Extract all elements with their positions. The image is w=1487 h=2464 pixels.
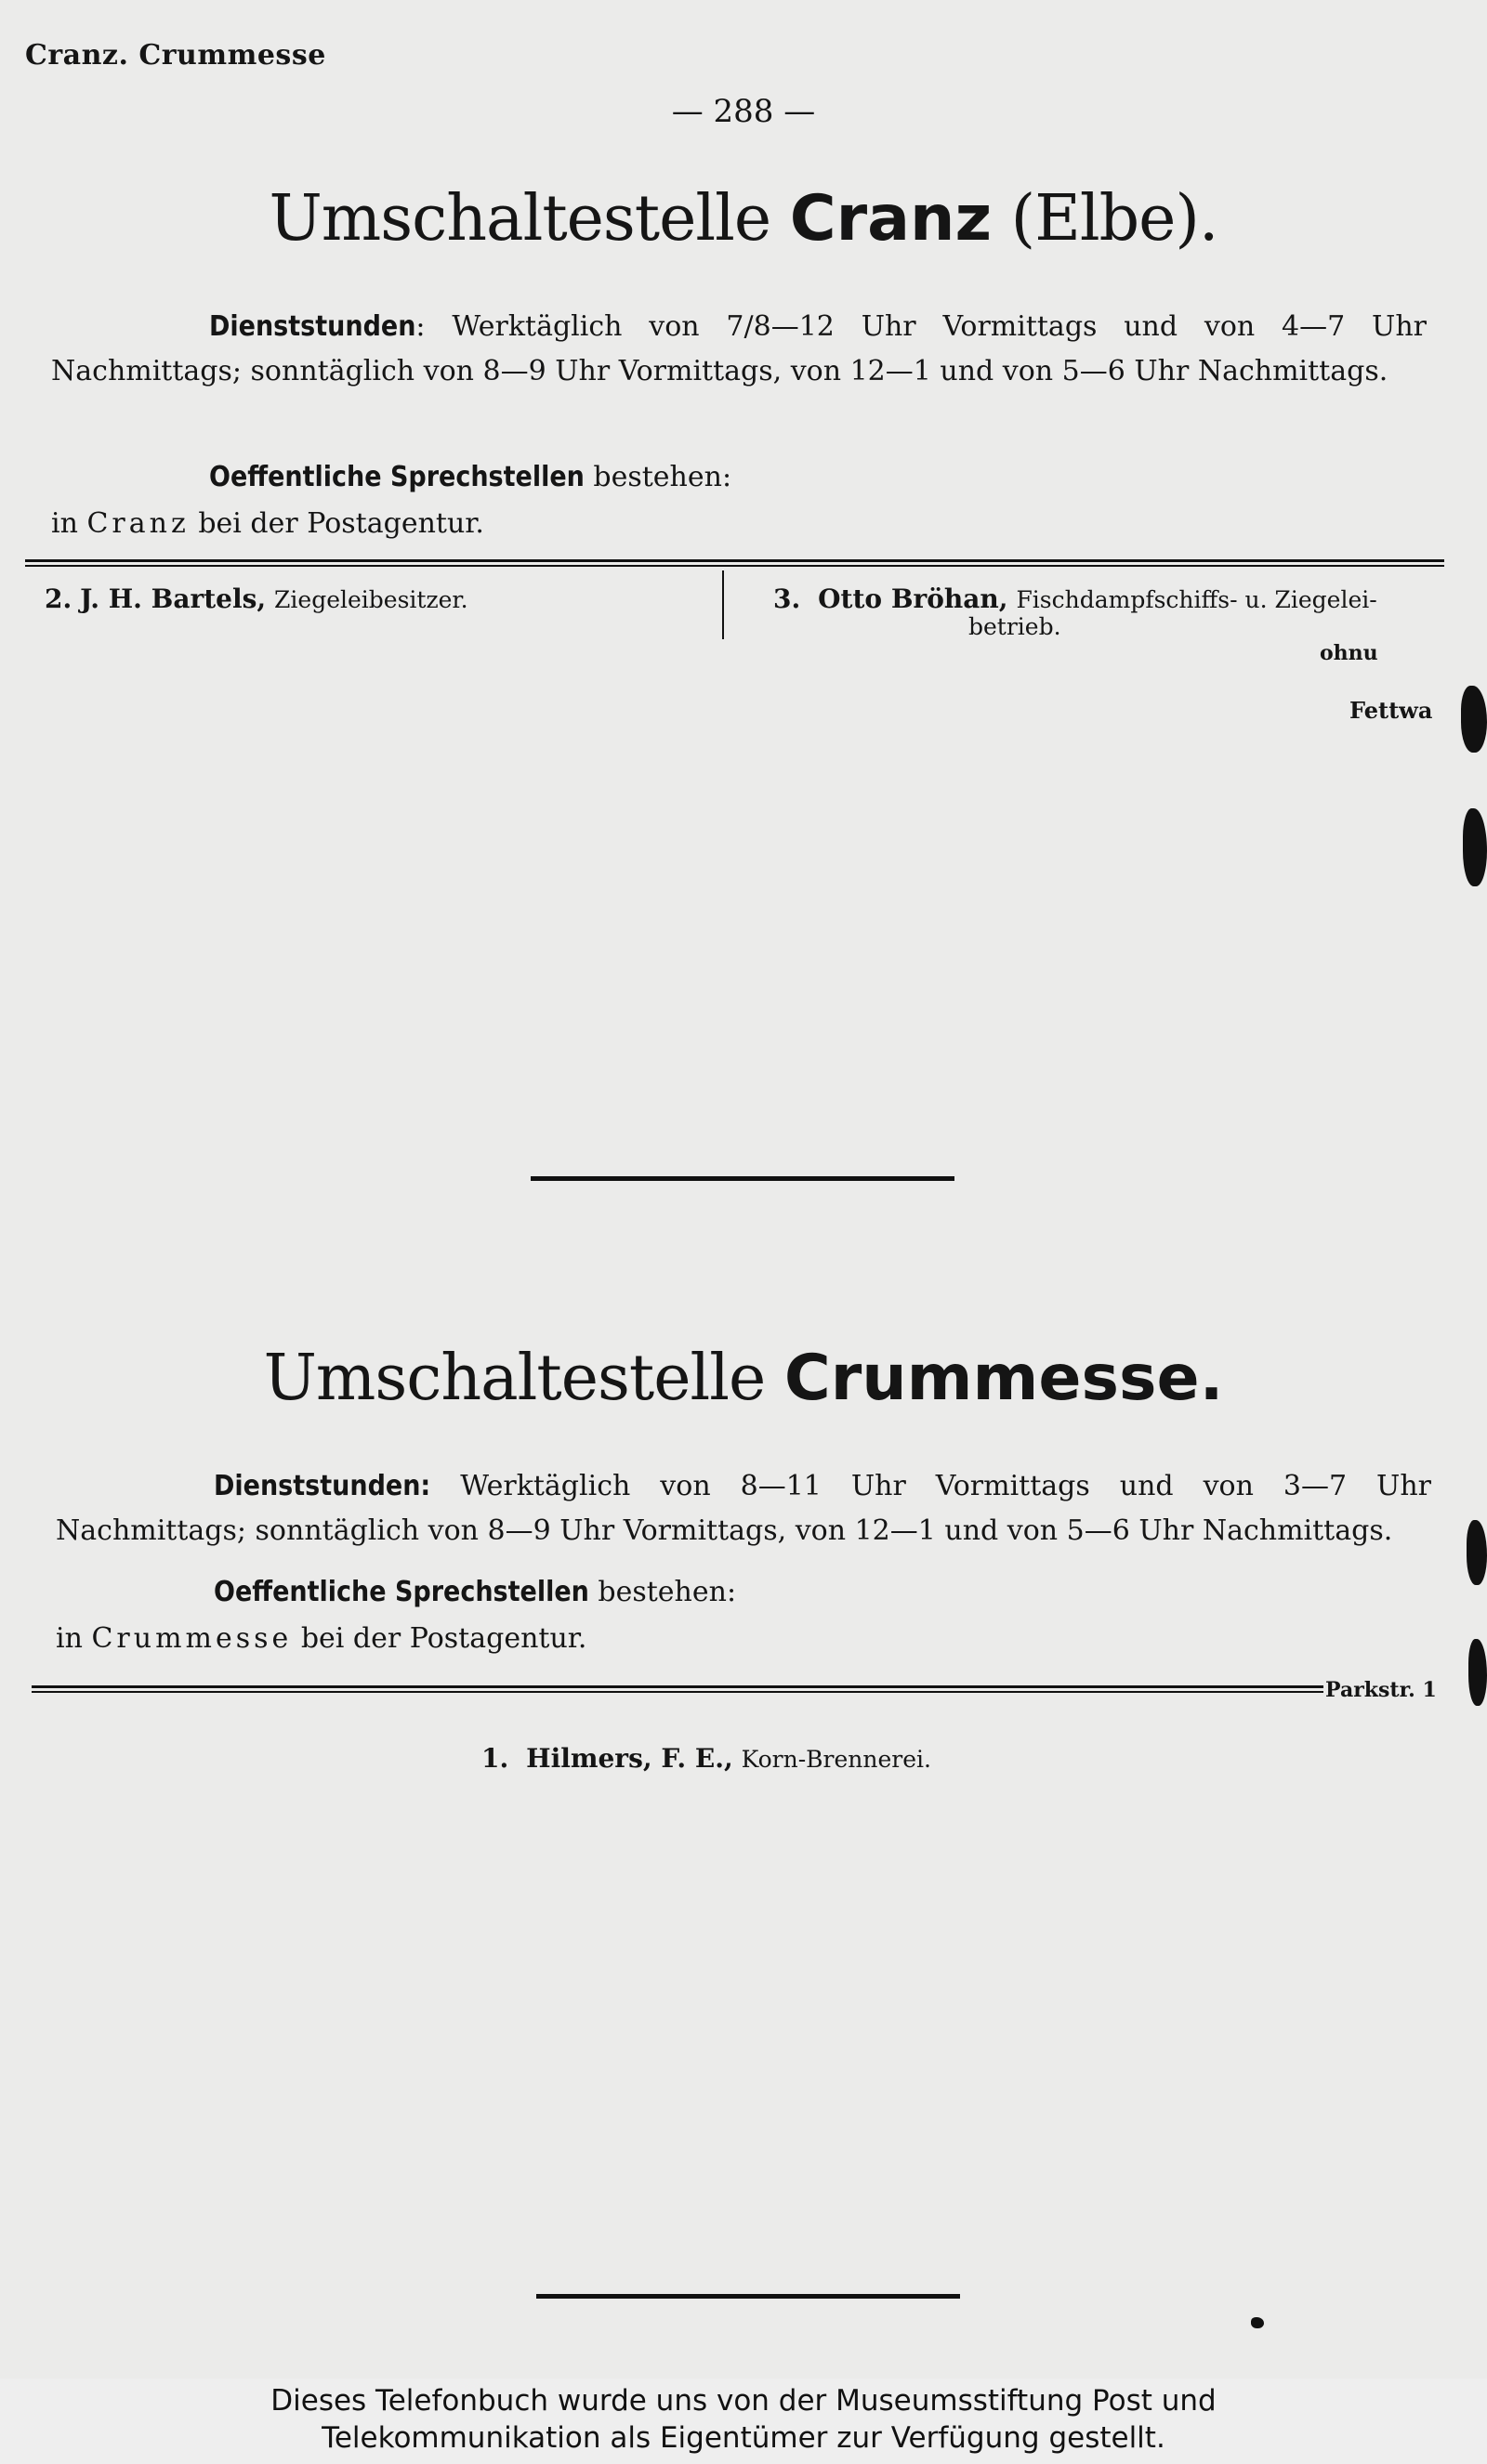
public-label: Oeffentliche Sprechstellen: [214, 1576, 589, 1608]
hours-text: Werktäglich von 8—11 Uhr Vormittags und von 3—7 Uhr Nachmittags; sonntäglich von 8—9 Uhr Vormittags, von 12—1 und von 5—6 Uhr Nachmittags.: [56, 1470, 1431, 1547]
footer-line-2: Telekommunikation als Eigentümer zur Verfügung gestellt.: [322, 2421, 1165, 2455]
scan-artifact: [1251, 2317, 1264, 2328]
list-item: 3. Otto Bröhan, Fischdampfschiffs- u. Ziegelei-: [773, 583, 1377, 614]
scan-artifact: [1468, 1639, 1487, 1706]
title-place-name: Crummesse.: [783, 1342, 1224, 1415]
footer-line-1: Dieses Telefonbuch wurde uns von der Museumsstiftung Post und: [270, 2384, 1217, 2418]
section-separator: [536, 2294, 960, 2299]
list-item-continuation: betrieb.: [968, 613, 1061, 640]
hours-label: Dienststunden:: [214, 1470, 431, 1502]
scan-artifact: [1463, 808, 1487, 886]
running-head: Cranz. Crummesse: [25, 39, 326, 72]
title-prefix: Umschaltestelle: [269, 182, 771, 256]
margin-fragment: Parkstr. 1: [1325, 1678, 1437, 1702]
title-place-name: Cranz: [789, 182, 993, 256]
public-stations-cranz: [51, 455, 1427, 500]
footer-notice: [0, 2379, 1487, 2464]
page-number: — 288 —: [671, 93, 816, 130]
public-label: Oeffentliche Sprechstellen: [209, 461, 585, 493]
location-name: Crummesse: [91, 1622, 293, 1655]
location-cranz: in Cranz bei der Postagentur.: [51, 507, 484, 540]
service-hours-crummesse: [56, 1464, 1431, 1553]
section-title-crummesse: [0, 1342, 1487, 1415]
title-prefix: Umschaltestelle: [263, 1342, 766, 1415]
scan-artifact: [1461, 686, 1487, 753]
section-separator: [531, 1176, 954, 1181]
location-name: Cranz: [86, 507, 190, 540]
hours-label: Dienststunden: [209, 310, 416, 343]
title-suffix: (Elbe).: [1010, 182, 1218, 256]
scan-artifact: [1467, 1520, 1487, 1585]
service-hours-cranz: [51, 305, 1427, 394]
section-title-cranz: [0, 182, 1487, 256]
column-divider: [722, 570, 724, 639]
public-text: bestehen:: [584, 461, 732, 493]
double-rule: [25, 559, 1444, 567]
public-text: bestehen:: [588, 1576, 737, 1608]
hours-text: : Werktäglich von 7/8—12 Uhr Vormittags und von 4—7 Uhr Nachmittags; sonntäglich von 8—9 Uhr Vormittags, von 12—1 und von 5—6 Uhr Nachmittags.: [51, 310, 1427, 387]
margin-fragment: Fettwa: [1349, 697, 1433, 724]
public-stations-crummesse: [56, 1570, 1431, 1615]
list-item: 1. Hilmers, F. E., Korn-Brennerei.: [481, 1743, 931, 1774]
location-crummesse: in Crummesse bei der Postagentur.: [56, 1622, 587, 1655]
margin-fragment: ohnu: [1320, 641, 1378, 665]
list-item: 2. J. H. Bartels, Ziegeleibesitzer.: [45, 583, 468, 614]
double-rule: [32, 1685, 1323, 1693]
